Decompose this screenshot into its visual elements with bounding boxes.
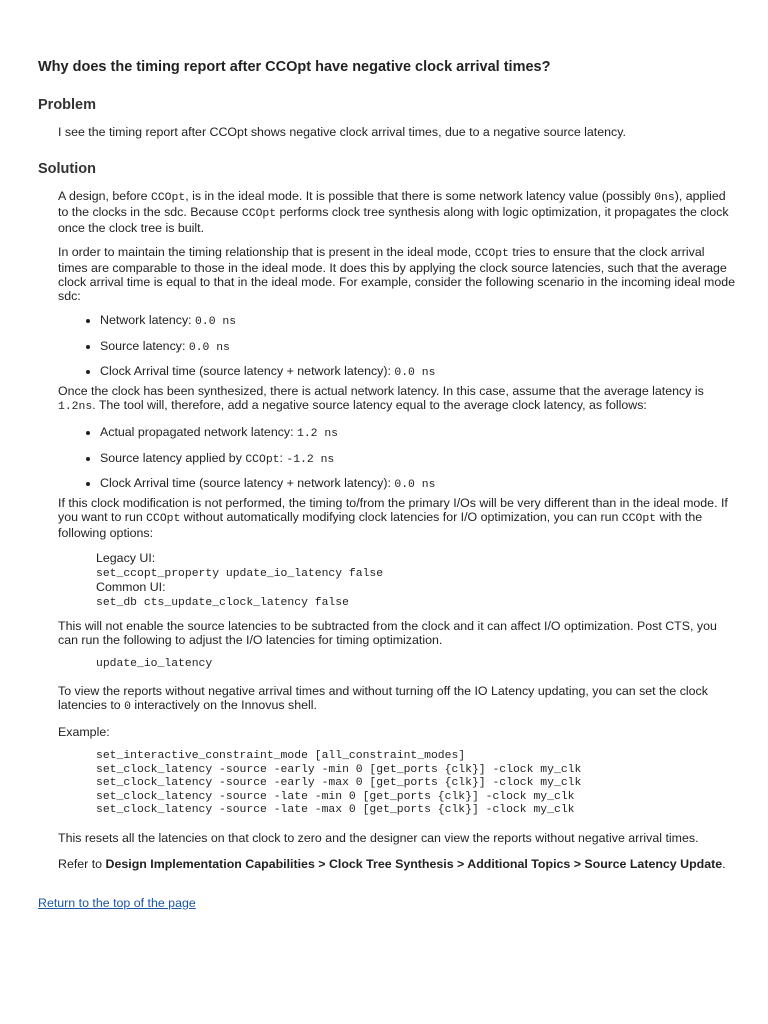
solution-paragraph-1: A design, before CCOpt, is in the ideal mode. It is possible that there is some network latency value (possibly 0ns), applied to the clocks in the sdc. Because CCOpt performs clock tree synthesis along with logic optimization, it propagates the clock once the clock tree is built. [58, 189, 729, 235]
solution-paragraph-5: This will not enable the source latencies to be subtracted from the clock and it can affect I/O optimization. Post CTS, you can run the following to adjust the I/O latencies for timing optimization. [58, 619, 717, 647]
example-label: Example: [58, 725, 110, 739]
doc-reference: Design Implementation Capabilities > Clock Tree Synthesis > Additional Topics > Source Latency Update [105, 857, 723, 871]
synthesized-list [58, 425, 435, 502]
legacy-ui-label: Legacy UI: [96, 551, 156, 565]
common-ui-label: Common UI: [96, 580, 166, 594]
list-item: • Source latency: 0.0 ns [100, 339, 435, 355]
list-item: • Clock Arrival time (source latency + network latency): 0.0 ns [100, 364, 435, 380]
solution-paragraph-3: Once the clock has been synthesized, there is actual network latency. In this case, assume that the average latency is 1.2ns. The tool will, therefore, add a negative source latency equal to the average clock latency, as follows: [58, 384, 704, 413]
list-item: • Source latency applied by CCOpt: -1.2 ns [100, 451, 435, 467]
solution-paragraph-2: In order to maintain the timing relationship that is present in the ideal mode, CCOpt tries to ensure that the clock arrival times are comparable to those in the ideal mode. It does this by applying the clock source latencies, such that the average clock arrival time is equal to that in the ideal mode. For example, consider the following scenario in the incoming ideal mode sdc: [58, 245, 736, 303]
solution-paragraph-8: Refer to Design Implementation Capabilities > Clock Tree Synthesis > Additional Topics > Source Latency Update. [58, 857, 726, 871]
solution-paragraph-4: If this clock modification is not performed, the timing to/from the primary I/Os will be very different than in the ideal mode. If you want to run CCOpt without automatically modifying clock latencies for I/O optimization, you can run CCOpt with the following options: [58, 496, 728, 540]
update-io-latency-command: update_io_latency [96, 658, 213, 670]
common-ui-command: set_db cts_update_clock_latency false [96, 596, 349, 609]
list-item: • Network latency: 0.0 ns [100, 313, 435, 329]
problem-text: I see the timing report after CCOpt shows negative clock arrival times, due to a negative source latency. [58, 125, 626, 139]
list-item: • Actual propagated network latency: 1.2 ns [100, 425, 435, 441]
solution-heading: Solution [38, 161, 96, 177]
legacy-ui-command: set_ccopt_property update_io_latency false [96, 567, 384, 580]
example-code-block: set_interactive_constraint_mode [all_constraint_modes] set_clock_latency -source -early -min 0 [get_ports {clk}] -clock my_clk set_clock_latency -source -early -max 0 [get_ports {clk}] -clock my_clk set_clock_latency -source -late -min 0 [get_ports {clk}] -clock my_clk set_clock_latency -source -late -max 0 [get_ports {clk}] -clock my_clk [96, 750, 582, 816]
page-title: Why does the timing report after CCOpt have negative clock arrival times? [38, 59, 551, 75]
return-to-top-link[interactable]: Return to the top of the page [38, 896, 196, 910]
solution-paragraph-7: This resets all the latencies on that clock to zero and the designer can view the reports without negative arrival times. [58, 831, 699, 845]
ccopt-options-block [96, 552, 383, 610]
ideal-mode-list [58, 313, 435, 390]
list-item: • Clock Arrival time (source latency + network latency): 0.0 ns [100, 476, 435, 492]
solution-paragraph-6: To view the reports without negative arrival times and without turning off the IO Latency updating, you can set the clock latencies to 0 interactively on the Innovus shell. [58, 684, 708, 713]
problem-heading: Problem [38, 97, 97, 113]
